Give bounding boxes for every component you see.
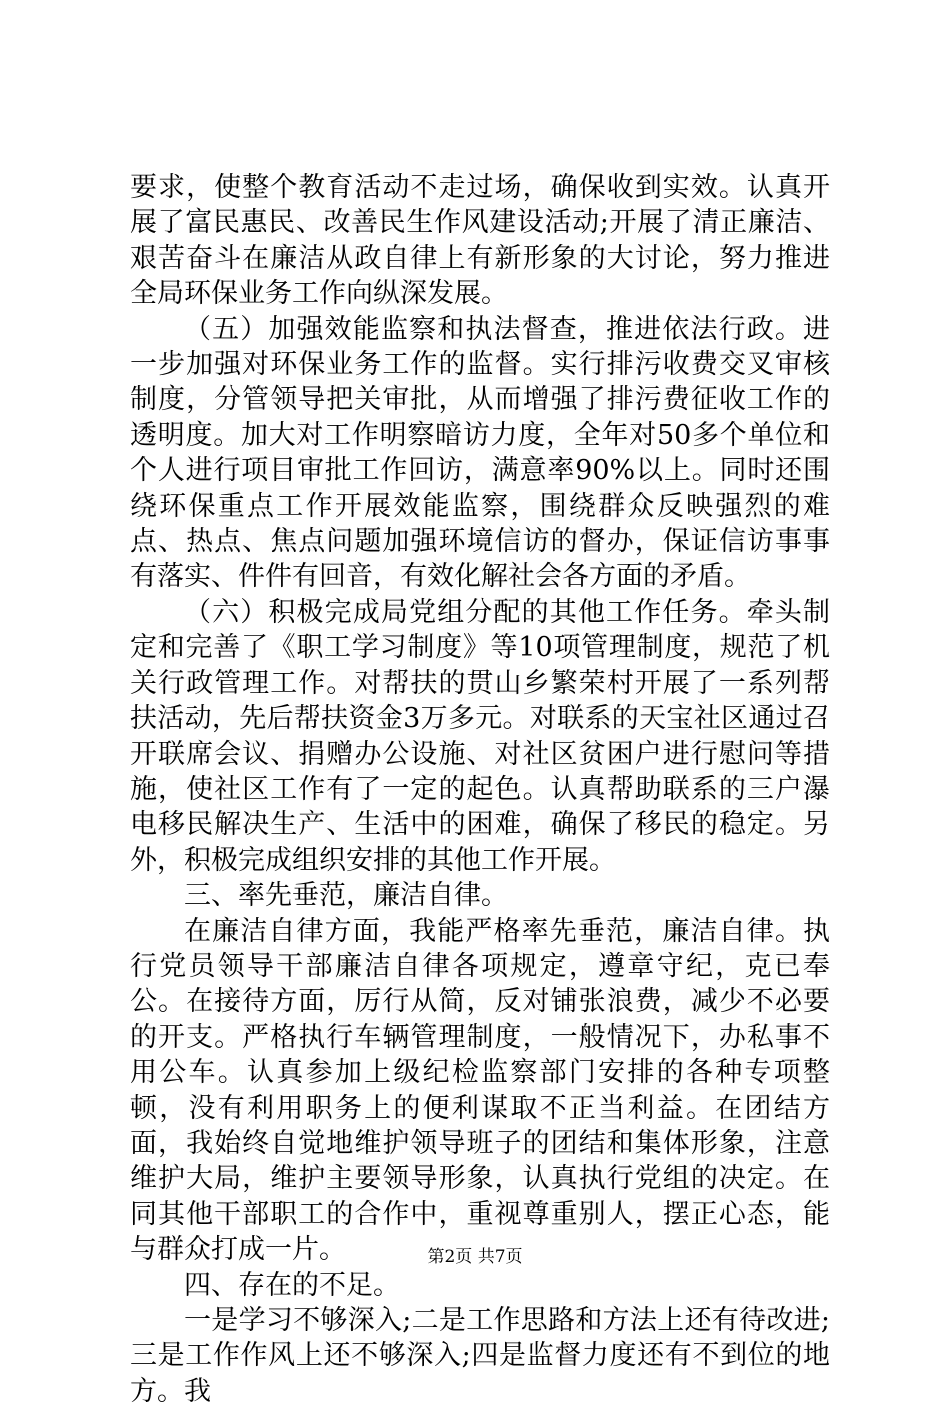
section-heading-3: 三、率先垂范，廉洁自律。 xyxy=(184,880,508,912)
paragraph-continuation: 要求，使整个教育活动不走过场，确保收到实效。认真开展了富民惠民、改善民生作风建设活动;开展了清正廉洁、艰苦奋斗在廉洁从政自律上有新形象的大讨论，努力推进全局环保业务工作向纵深发展。 xyxy=(130,172,830,310)
section-heading-4: 四、存在的不足。 xyxy=(184,1269,400,1301)
document-body xyxy=(130,170,830,1409)
paragraph-section-6: （六）积极完成局党组分配的其他工作任务。牵头制定和完善了《职工学习制度》等10项管理制度，规范了机关行政管理工作。对帮扶的贯山乡繁荣村开展了一系列帮扶活动，先后帮扶资金3万多元。对联系的天宝社区通过召开联席会议、捐赠办公设施、对社区贫困户进行慰问等措施，使社区工作有了一定的起色。认真帮助联系的三户瀑电移民解决生产、生活中的困难，确保了移民的稳定。另外，积极完成组织安排的其他工作开展。 xyxy=(130,596,830,876)
paragraph-shortcomings: 一是学习不够深入;二是工作思路和方法上还有待改进;三是工作作风上还不够深入;四是监督力度还有不到位的地方。我 xyxy=(130,1305,830,1407)
paragraph-integrity: 在廉洁自律方面，我能严格率先垂范，廉洁自律。执行党员领导干部廉洁自律各项规定，遵章守纪，克已奉公。在接待方面，厉行从简，反对铺张浪费，减少不必要的开支。严格执行车辆管理制度，一般情况下，办私事不用公车。认真参加上级纪检监察部门安排的各种专项整顿，没有利用职务上的便利谋取不正当利益。在团结方面，我始终自觉地维护领导班子的团结和集体形象，注意维护大局，维护主要领导形象，认真执行党组的决定。在同其他干部职工的合作中，重视尊重别人，摆正心态，能与群众打成一片。 xyxy=(130,915,830,1266)
paragraph-section-5: （五）加强效能监察和执法督查，推进依法行政。进一步加强对环保业务工作的监督。实行排污收费交叉审核制度，分管领导把关审批，从而增强了排污费征收工作的透明度。加大对工作明察暗访力度，全年对50多个单位和个人进行项目审批工作回访，满意率90%以上。同时还围绕环保重点工作开展效能监察，围绕群众反映强烈的难点、热点、焦点问题加强环境信访的督办，保证信访事事有落实、件件有回音，有效化解社会各方面的矛盾。 xyxy=(130,313,830,593)
page-number-footer: 第2页 共7页 xyxy=(427,1247,523,1267)
